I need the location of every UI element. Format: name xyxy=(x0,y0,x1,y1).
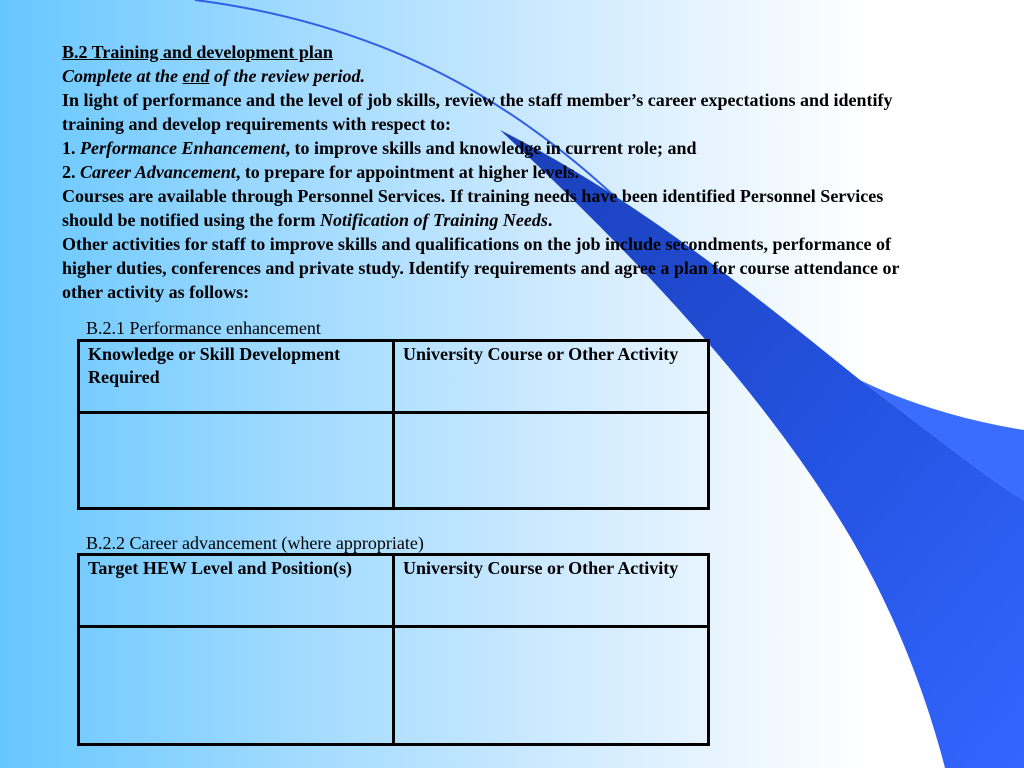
column-header-knowledge: Knowledge or Skill Development Required xyxy=(79,341,394,413)
table-header-row xyxy=(79,555,709,627)
table-row xyxy=(79,413,709,509)
list-item-1: 1. Performance Enhancement, to improve skills and knowledge in current role; and xyxy=(62,138,697,158)
column-header-course: University Course or Other Activity xyxy=(394,341,709,413)
page-title: B.2 Training and development plan xyxy=(62,42,333,62)
list-item-2: 2. Career Advancement, to prepare for appointment at higher levels. xyxy=(62,162,579,182)
table-row xyxy=(79,627,709,745)
performance-enhancement-table xyxy=(77,339,710,510)
cell-knowledge-input[interactable] xyxy=(79,413,394,509)
cell-course-input[interactable] xyxy=(394,413,709,509)
intro-paragraph-3: Other activities for staff to improve skills and qualifications on the job include secondments, performance of higher duties, conferences and private study. Identify requirements and agree a plan for course attendance or other activity as follows: xyxy=(62,234,900,302)
instruction-suffix: of the review period. xyxy=(209,66,365,86)
career-advancement-table xyxy=(77,553,710,746)
column-header-course: University Course or Other Activity xyxy=(394,555,709,627)
cell-course-input[interactable] xyxy=(394,627,709,745)
table-header-row xyxy=(79,341,709,413)
column-header-target-level: Target HEW Level and Position(s) xyxy=(79,555,394,627)
intro-text xyxy=(62,40,932,304)
cell-target-level-input[interactable] xyxy=(79,627,394,745)
instruction-prefix: Complete at the xyxy=(62,66,183,86)
intro-paragraph-1: In light of performance and the level of job skills, review the staff member’s career expectations and identify training and develop requirements with respect to: xyxy=(62,90,893,134)
section-label-performance: B.2.1 Performance enhancement xyxy=(86,318,321,338)
section-label-career: B.2.2 Career advancement (where appropriate) xyxy=(86,533,424,553)
instruction-emphasis: end xyxy=(182,66,210,86)
intro-paragraph-2: Courses are available through Personnel Services. If training needs have been identified Personnel Services should be notified using the form Notification of Training Needs. xyxy=(62,186,884,230)
